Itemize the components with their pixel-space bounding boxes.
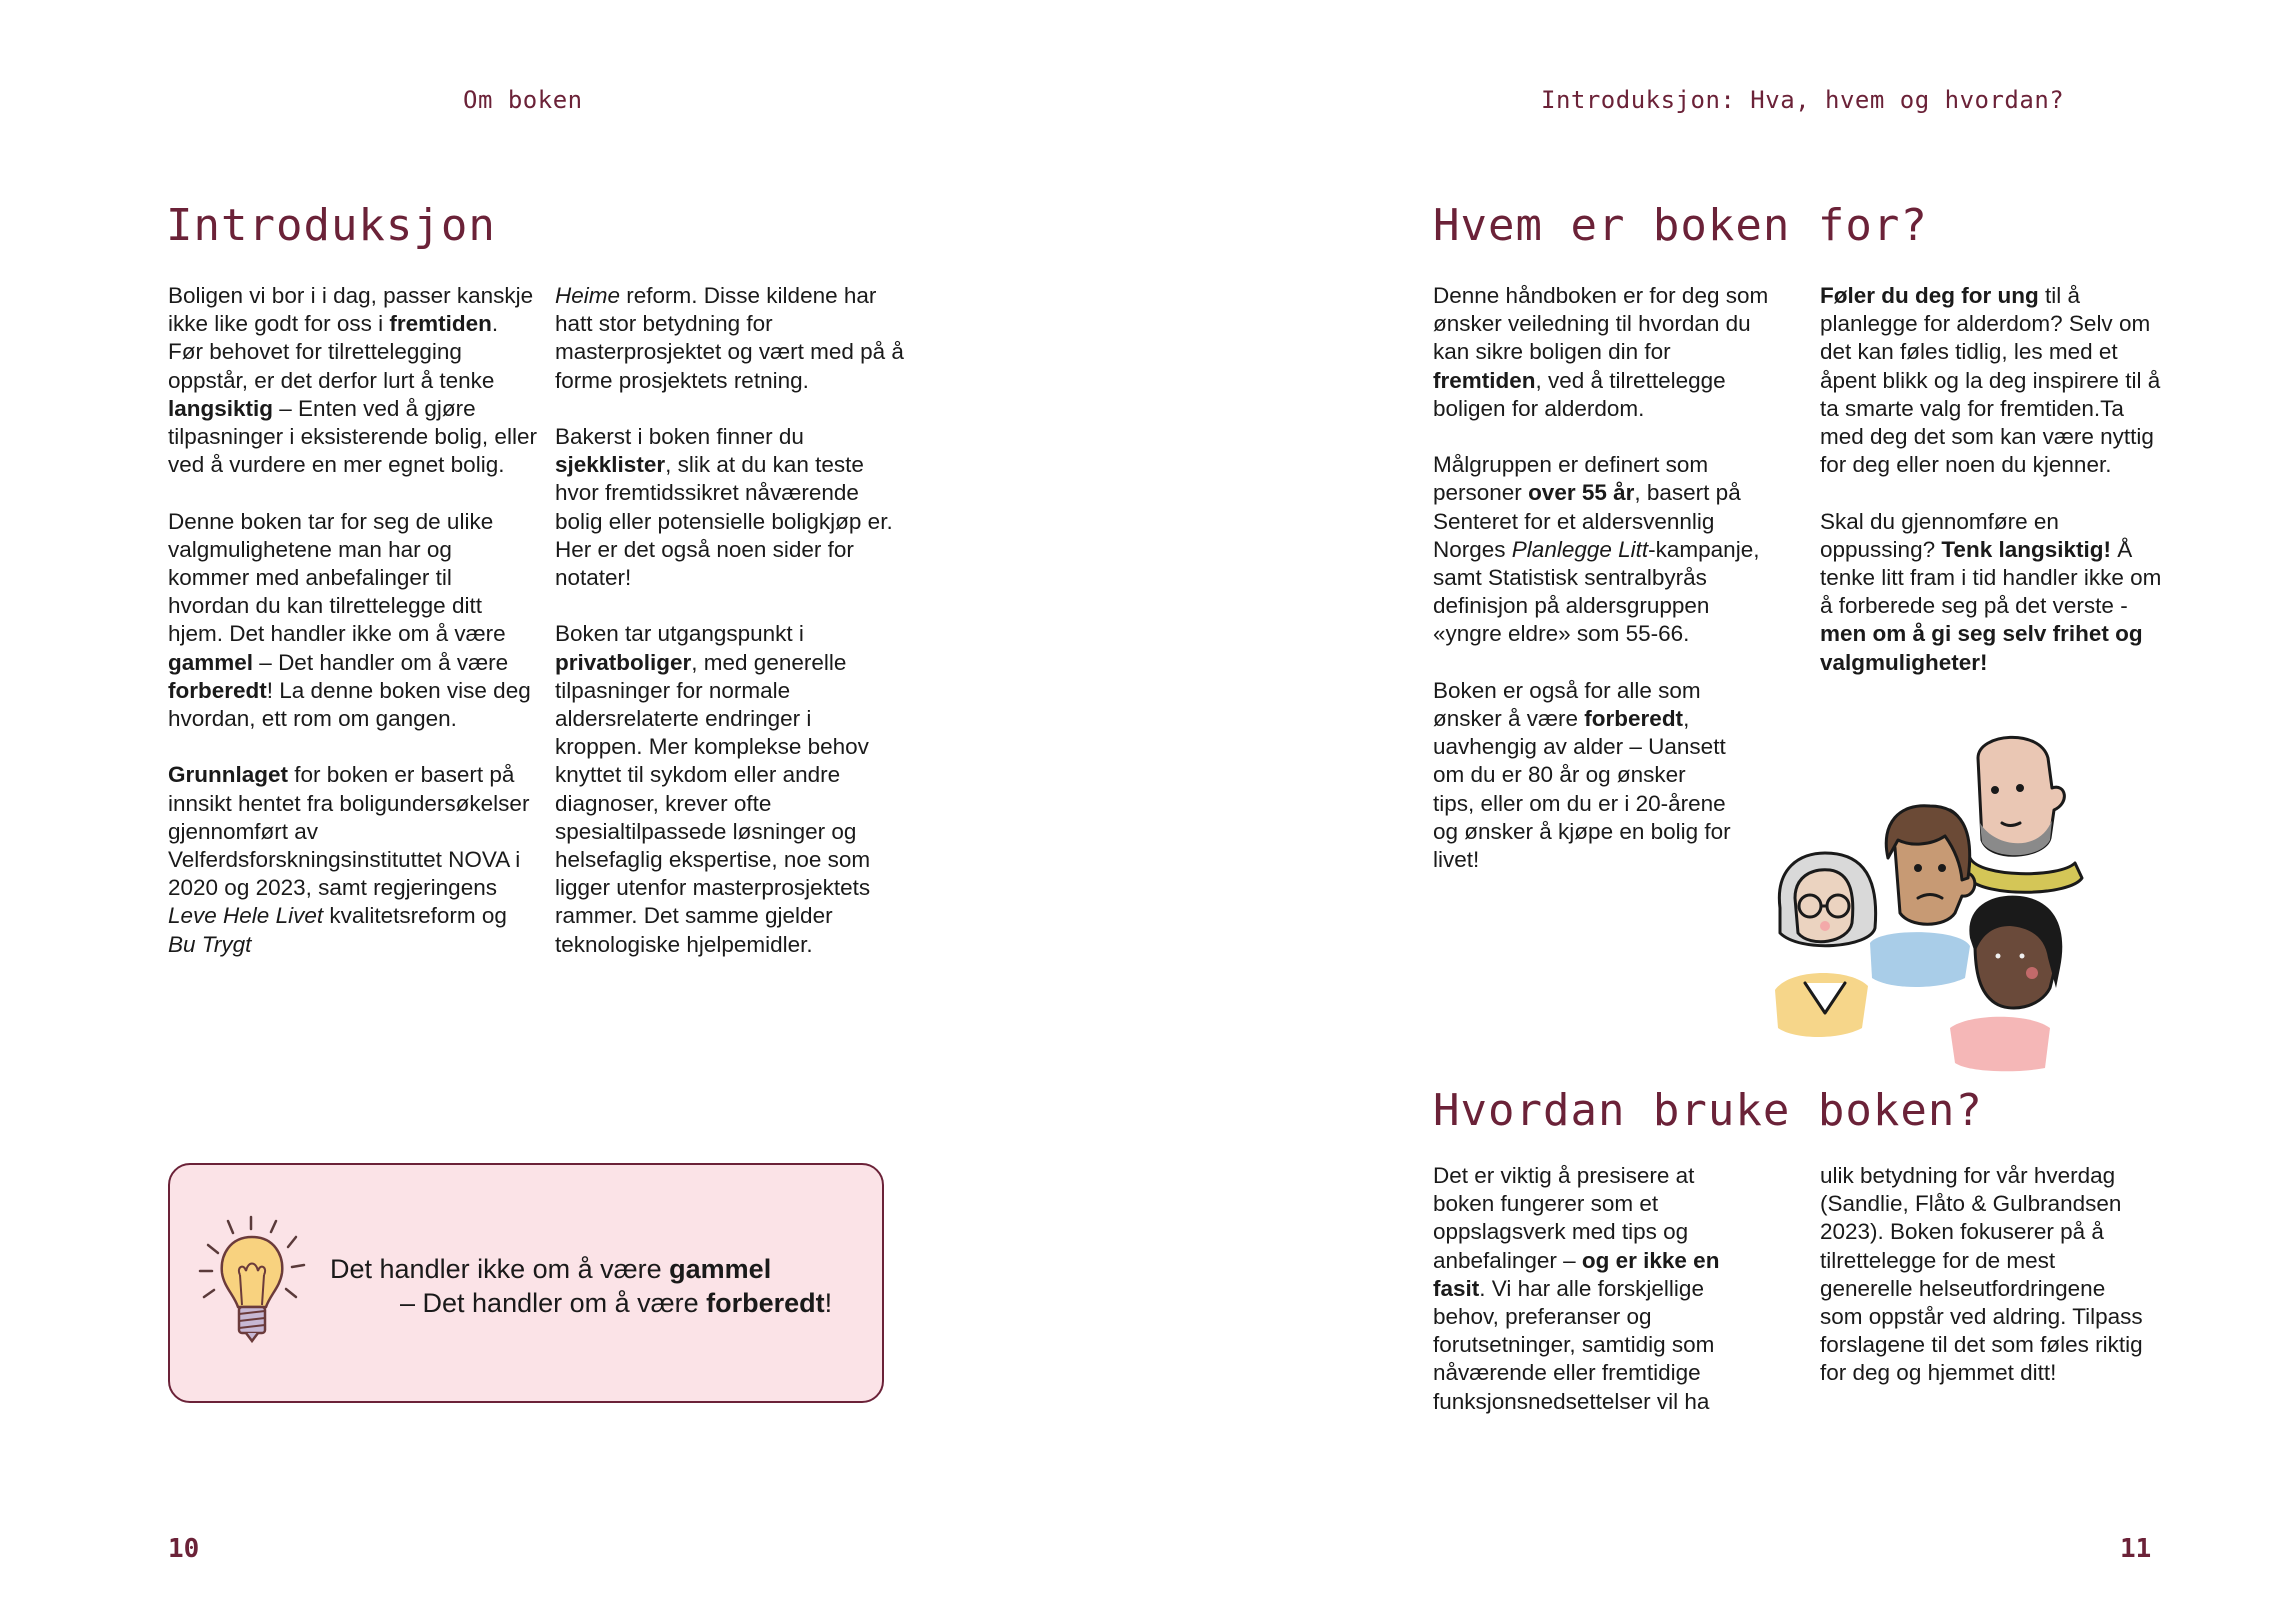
paragraph: Boligen vi bor i i dag, passer kanskje ikke like godt for oss i fremtiden. Før behovet for tilrettelegging oppstår, er det derfor lurt å tenke langsiktig – Enten ved å gjøre tilpasninger i eksisterende bolig, eller ved å vurdere en mer egnet bolig.: [168, 283, 537, 478]
right-column-2: [1820, 282, 2165, 677]
section-title-hvem: Hvem er boken for?: [1433, 200, 1928, 251]
running-head-left: Om boken: [463, 86, 583, 114]
running-head-right: Introduksjon: Hva, hvem og hvordan?: [1541, 86, 2065, 114]
paragraph: Bakerst i boken finner du sjekklister, slik at du kan teste hvor fremtidssikret nåværende bolig eller potensielle boligkjøp er. Her er det også noen sider for notater!: [555, 424, 893, 591]
left-column-2: [555, 282, 905, 959]
section-title-hvordan: Hvordan bruke boken?: [1433, 1085, 1983, 1136]
right-page: [1145, 0, 2290, 1614]
people-group-illustration: [1770, 728, 2110, 1073]
paragraph: Det er viktig å presisere at boken fungerer som et oppslagsverk med tips og anbefalinger – og er ikke en fasit. Vi har alle forskjellige behov, preferanser og forutsetninger, samtidig som nåværende eller fremtidige funksjonsnedsettelser vil ha: [1433, 1163, 1720, 1414]
right-column-4: [1820, 1162, 2150, 1388]
left-column-1: [168, 282, 538, 959]
paragraph: Boken tar utgangspunkt i privatboliger, med generelle tilpasninger for normale aldersrelaterte endringer i kroppen. Mer komplekse behov knyttet til sykdom eller andre diagnoser, krever ofte spesialtilpassede løsninger og helsefaglig ekspertise, noe som ligger utenfor masterprosjektets rammer. Det samme gjelder teknologiske hjelpemidler.: [555, 621, 871, 957]
paragraph: Denne håndboken er for deg som ønsker veiledning til hvordan du kan sikre boligen din for fremtiden, ved å tilrettelegge boligen for alderdom.: [1433, 283, 1769, 421]
paragraph: Boken er også for alle som ønsker å være forberedt, uavhengig av alder – Uansett om du er 80 år og ønsker tips, eller om du er i 20-årene og ønsker å kjøpe en bolig for livet!: [1433, 677, 1731, 873]
callout-line-2: – Det handler om å være forberedt!: [400, 1288, 833, 1318]
callout-box: [168, 1163, 884, 1403]
page-number-right: 11: [2120, 1534, 2152, 1564]
paragraph: Føler du deg for ung til å planlegge for alderdom? Selv om det kan føles tidlig, les med et åpent blikk og la deg inspirere til å ta smarte valg for fremtiden.Ta med deg det som kan være nyttig for deg eller noen du kjenner.: [1820, 283, 2161, 478]
section-title-introduksjon: Introduksjon: [166, 200, 496, 251]
paragraph: Målgruppen er definert som personer over 55 år, basert på Senteret for et aldersvennlig Norges Planlegge Litt-kampanje, samt Statistisk sentralbyrås definisjon på aldersgruppen «yngre eldre» som 55-66.: [1433, 452, 1760, 647]
paragraph: ulik betydning for vår hverdag (Sandlie, Flåto & Gulbrandsen 2023). Boken fokuserer på å tilrettelegge for de mest generelle helseutfordringene som oppstår ved aldring. Tilpass forslagene til det som føles riktig for deg og hjemmet ditt!: [1820, 1163, 2143, 1386]
lightbulb-icon: [196, 1215, 308, 1345]
page-number-left: 10: [168, 1534, 200, 1564]
right-column-3: [1433, 1162, 1753, 1416]
paragraph: Skal du gjennomføre en oppussing? Tenk langsiktig! Å tenke litt fram i tid handler ikke om å forberede seg på det verste - men om å gi seg selv frihet og valgmuligheter!: [1820, 508, 2162, 675]
paragraph: Grunnlaget for boken er basert på innsikt hentet fra boligundersøkelser gjennomført av Velferdsforskningsinstituttet NOVA i 2020 og 2023, samt regjeringens Leve Hele Livet kvalitetsreform og Bu Trygt: [168, 762, 530, 957]
right-column-1: [1433, 282, 1783, 874]
callout-quote: [330, 1252, 832, 1320]
callout-line-1: Det handler ikke om å være gammel: [330, 1254, 772, 1284]
paragraph: Heime reform. Disse kildene har hatt stor betydning for masterprosjektet og vært med på å forme prosjektets retning.: [555, 283, 904, 393]
paragraph: Denne boken tar for seg de ulike valgmulighetene man har og kommer med anbefalinger til hvordan du kan tilrettelegge ditt hjem. Det handler ikke om å være gammel – Det handler om å være forberedt! La denne boken vise deg hvordan, ett rom om gangen.: [168, 508, 531, 732]
